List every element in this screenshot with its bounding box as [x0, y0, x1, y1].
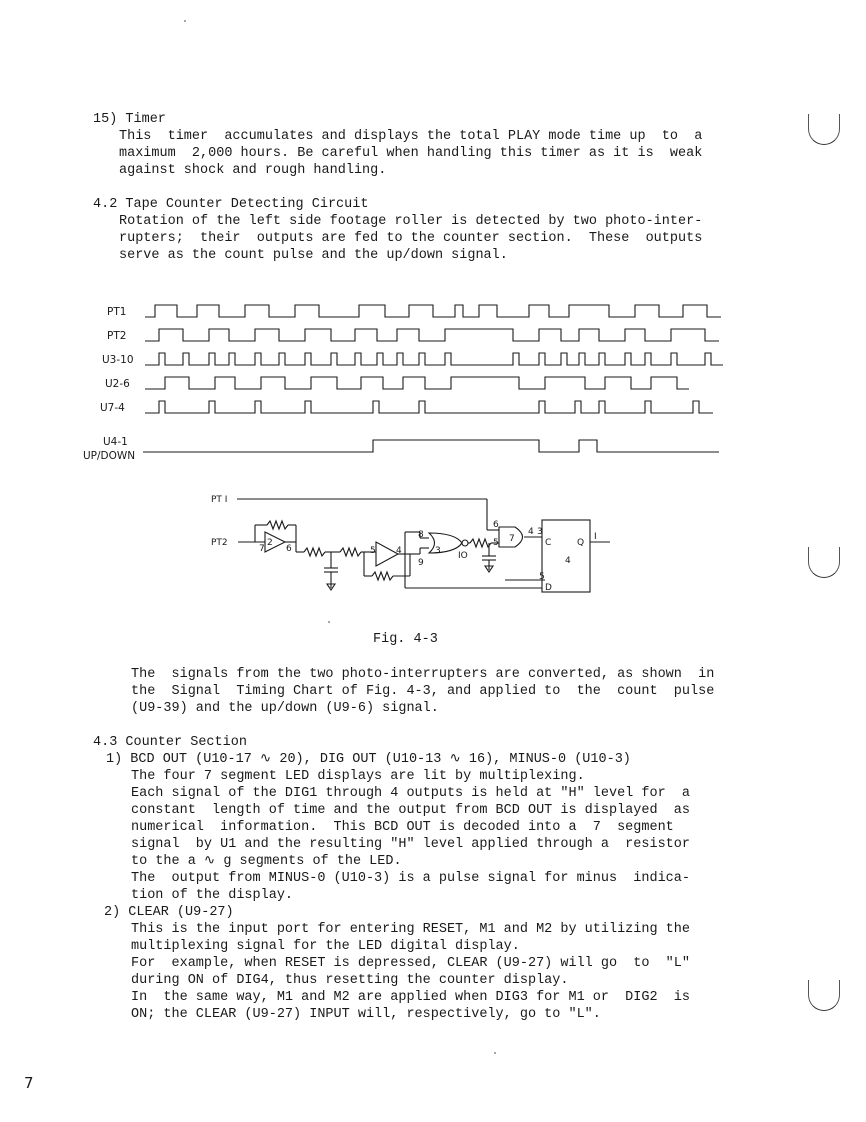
counter-item1-line: numerical information. This BCD OUT is decoded into a 7 segment — [131, 820, 674, 835]
signal-label-u7-4: U7-4 — [100, 402, 125, 414]
figure-caption: Fig. 4-3 — [373, 632, 438, 647]
pin-label: 6 — [286, 544, 292, 554]
pin-label: IO — [458, 551, 468, 561]
tape-counter-line: Rotation of the left side footage roller is detected by two photo-inter- — [119, 214, 703, 229]
counter-item2-line: In the same way, M1 and M2 are applied when DIG3 for M1 or DIG2 is — [131, 990, 690, 1005]
counter-item1-line: The four 7 segment LED displays are lit by multiplexing. — [131, 769, 585, 784]
flipflop-number: 4 — [565, 556, 571, 566]
pin-label: 3 — [537, 527, 543, 537]
tape-counter-heading: 4.2 Tape Counter Detecting Circuit — [93, 197, 369, 212]
pin-label: 7 — [259, 544, 265, 554]
signals-line: The signals from the two photo-interrupters are converted, as shown in — [131, 667, 715, 682]
pin-label: 6 — [493, 520, 499, 530]
signal-label-pt1: PT1 — [107, 306, 127, 318]
counter-item1-line: Each signal of the DIG1 through 4 outputs is held at "H" level for a — [131, 786, 690, 801]
counter-item2-line: during ON of DIG4, thus resetting the counter display. — [131, 973, 569, 988]
signal-label-updown: UP/DOWN — [83, 450, 136, 462]
pin-label: 3 — [435, 546, 441, 556]
schematic-label-pt2: PT2 — [211, 538, 228, 548]
pin-label: 8 — [418, 530, 424, 540]
pin-label: 5 — [539, 572, 545, 582]
pin-label: 4 — [528, 527, 534, 537]
schematic-wiring — [237, 499, 610, 592]
pin-label: 7 — [509, 534, 515, 544]
flipflop-c-label: C — [545, 538, 552, 548]
signal-label-u3-10: U3-10 — [102, 354, 134, 366]
timer-heading: 15) Timer — [93, 112, 166, 127]
signal-label-u4-1: U4-1 — [103, 436, 128, 448]
counter-item2-line: For example, when RESET is depressed, CLEAR (U9-27) will go to "L" — [131, 956, 690, 971]
counter-item1-line: to the a ∿ g segments of the LED. — [131, 854, 402, 869]
signal-label-u2-6: U2-6 — [105, 378, 130, 390]
flipflop-d-label: D — [545, 583, 552, 593]
signals-line: the Signal Timing Chart of Fig. 4-3, and applied to the count pulse — [131, 684, 715, 699]
timer-line: This timer accumulates and displays the total PLAY mode time up to a — [119, 129, 703, 144]
signal-label-pt2: PT2 — [107, 330, 127, 342]
pin-label: 4 — [396, 546, 402, 556]
counter-item2-line: multiplexing signal for the LED digital display. — [131, 939, 520, 954]
tape-counter-line: serve as the count pulse and the up/down signal. — [119, 248, 508, 263]
counter-item2-line: This is the input port for entering RESET, M1 and M2 by utilizing the — [131, 922, 690, 937]
counter-item1-line: signal by U1 and the resulting "H" level applied through a resistor — [131, 837, 690, 852]
schematic-label-pt1: PT I — [211, 495, 228, 505]
timer-line: maximum 2,000 hours. Be careful when handling this timer as it is weak — [119, 146, 703, 161]
counter-item1-line: tion of the display. — [131, 888, 294, 903]
pin-label: 9 — [418, 558, 424, 568]
counter-item1-line: constant length of time and the output from BCD OUT is displayed as — [131, 803, 690, 818]
pin-label: 5 — [493, 538, 499, 548]
page-number: 7 — [24, 1074, 34, 1092]
signals-line: (U9-39) and the up/down (U9-6) signal. — [131, 701, 439, 716]
counter-item1-heading: 1) BCD OUT (U10-17 ∿ 20), DIG OUT (U10-13 ∿ 16), MINUS-0 (U10-3) — [106, 752, 631, 767]
timer-line: against shock and rough handling. — [119, 163, 387, 178]
pin-label: 2 — [267, 538, 273, 548]
counter-heading: 4.3 Counter Section — [93, 735, 247, 750]
pin-label: 5 — [370, 546, 376, 556]
counter-item1-line: The output from MINUS-0 (U10-3) is a pulse signal for minus indica- — [131, 871, 690, 886]
flipflop-q-label: Q — [577, 538, 585, 548]
pin-label: I — [594, 532, 597, 542]
counter-item2-line: ON; the CLEAR (U9-27) INPUT will, respectively, go to "L". — [131, 1007, 601, 1022]
tape-counter-line: rupters; their outputs are fed to the counter section. These outputs — [119, 231, 703, 246]
counter-item2-heading: 2) CLEAR (U9-27) — [104, 905, 234, 920]
